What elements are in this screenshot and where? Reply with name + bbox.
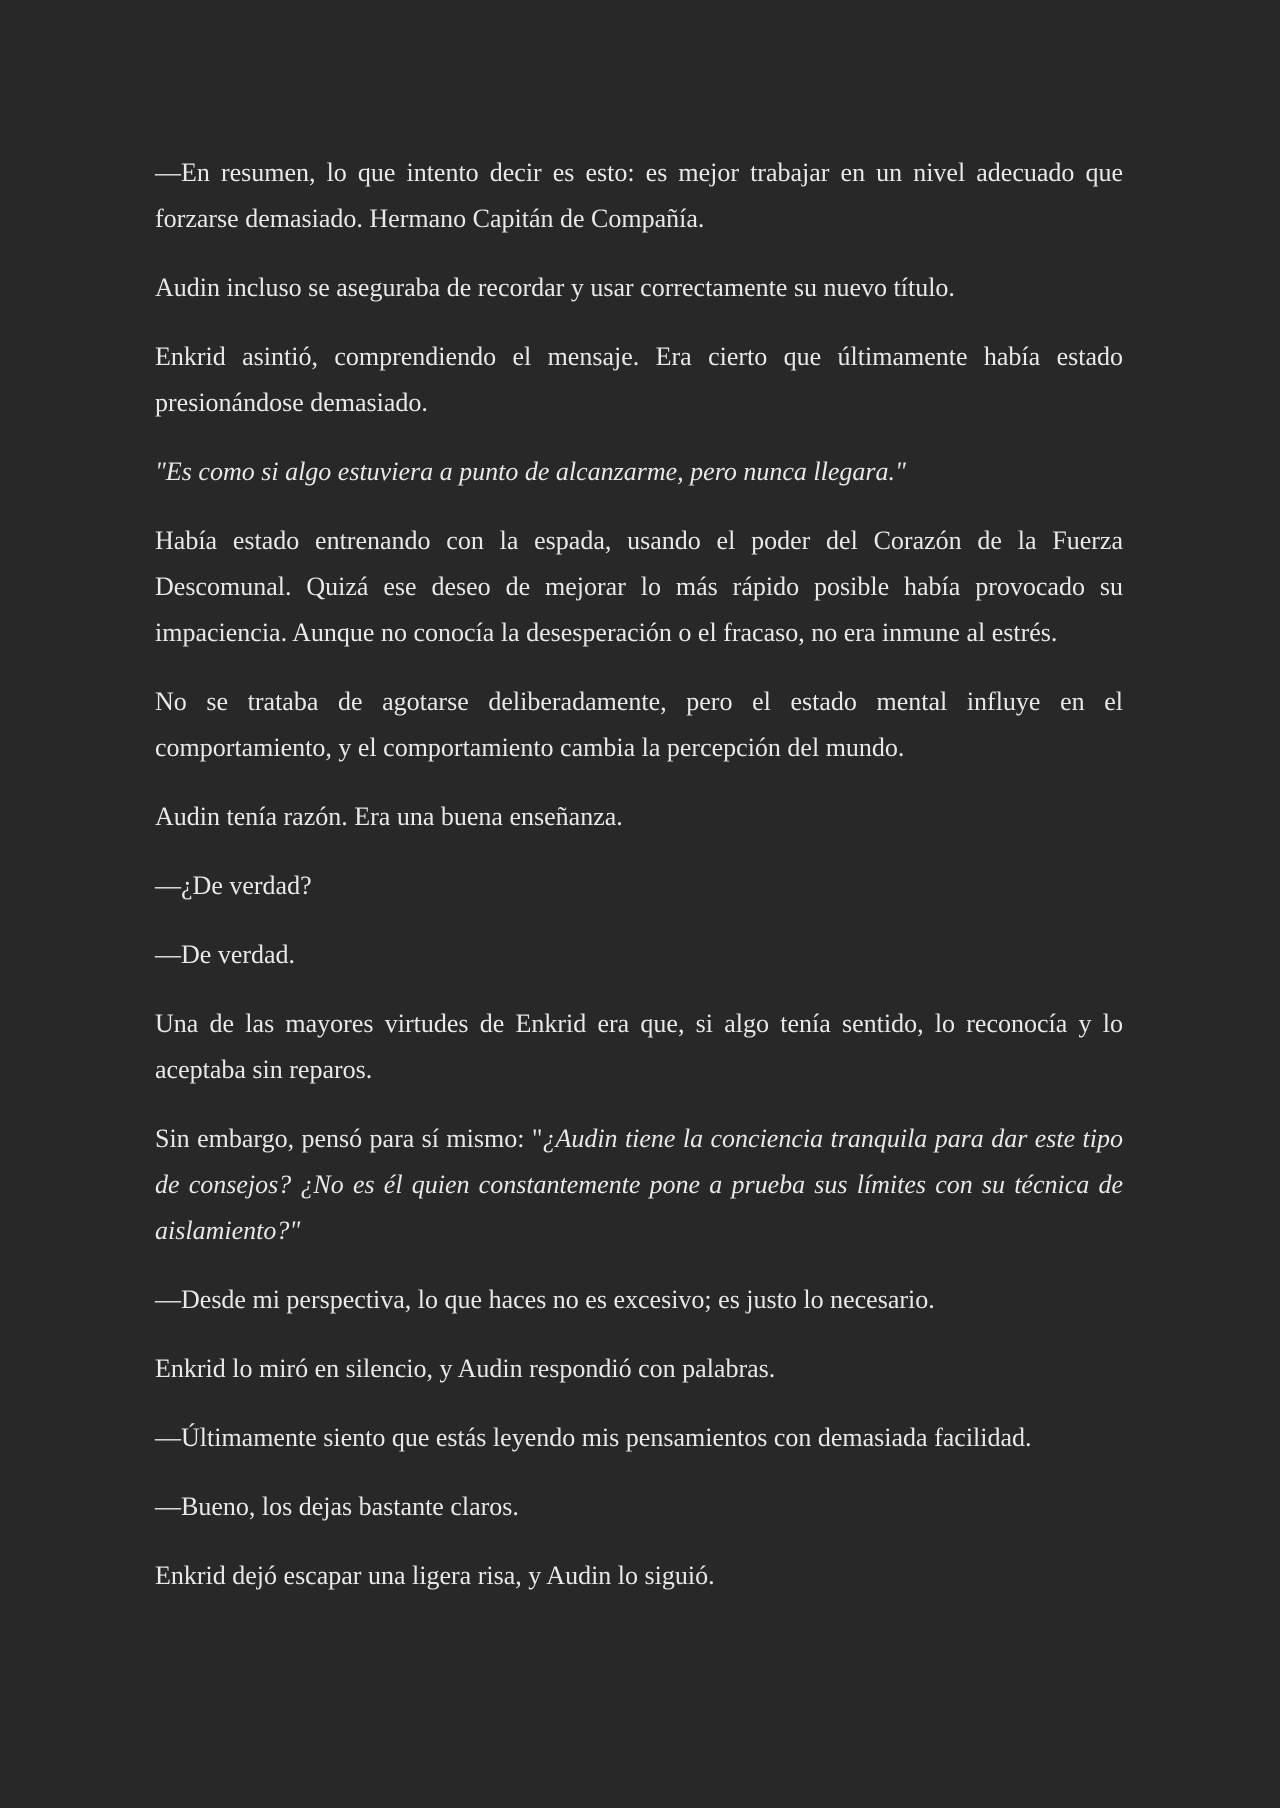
document-body <box>155 150 1123 1622</box>
paragraph-text: Sin embargo, pensó para sí mismo: " <box>155 1124 543 1153</box>
paragraph <box>155 1415 1123 1461</box>
paragraph-text: Enkrid lo miró en silencio, y Audin respondió con palabras. <box>155 1354 776 1383</box>
paragraph-text: —Bueno, los dejas bastante claros. <box>155 1492 519 1521</box>
paragraph <box>155 1346 1123 1392</box>
paragraph-text: —Últimamente siento que estás leyendo mis pensamientos con demasiada facilidad. <box>155 1423 1032 1452</box>
paragraph <box>155 1553 1123 1599</box>
paragraph-text: Una de las mayores virtudes de Enkrid era que, si algo tenía sentido, lo reconocía y lo aceptaba sin reparos. <box>155 1009 1123 1084</box>
paragraph <box>155 449 1123 495</box>
paragraph <box>155 863 1123 909</box>
paragraph-text: —De verdad. <box>155 940 296 969</box>
paragraph-text: —En resumen, lo que intento decir es esto: es mejor trabajar en un nivel adecuado que forzarse demasiado. Hermano Capitán de Compañía. <box>155 158 1123 233</box>
paragraph <box>155 794 1123 840</box>
paragraph-text: Audin incluso se aseguraba de recordar y usar correctamente su nuevo título. <box>155 273 955 302</box>
paragraph-text: —¿De verdad? <box>155 871 312 900</box>
paragraph <box>155 1116 1123 1254</box>
paragraph <box>155 679 1123 771</box>
paragraph-text: —Desde mi perspectiva, lo que haces no es excesivo; es justo lo necesario. <box>155 1285 935 1314</box>
paragraph <box>155 1001 1123 1093</box>
italic-thought: "Es como si algo estuviera a punto de alcanzarme, pero nunca llegara." <box>155 457 906 486</box>
italic-thought: ¿Audin tiene la conciencia tranquila para dar este tipo de consejos? ¿No es él quien constantemente pone a prueba sus límites con su técnica de aislamiento?" <box>155 1124 1123 1245</box>
paragraph-text: Había estado entrenando con la espada, usando el poder del Corazón de la Fuerza Descomunal. Quizá ese deseo de mejorar lo más rápido posible había provocado su impaciencia. Aunque no conocía la desesperación o el fracaso, no era inmune al estrés. <box>155 526 1123 647</box>
paragraph-text: Audin tenía razón. Era una buena enseñanza. <box>155 802 623 831</box>
paragraph <box>155 265 1123 311</box>
paragraph <box>155 932 1123 978</box>
paragraph <box>155 1277 1123 1323</box>
paragraph-text: Enkrid asintió, comprendiendo el mensaje. Era cierto que últimamente había estado presionándose demasiado. <box>155 342 1123 417</box>
paragraph <box>155 1484 1123 1530</box>
paragraph-text: No se trataba de agotarse deliberadamente, pero el estado mental influye en el comportamiento, y el comportamiento cambia la percepción del mundo. <box>155 687 1123 762</box>
paragraph-text: Enkrid dejó escapar una ligera risa, y Audin lo siguió. <box>155 1561 715 1590</box>
paragraph <box>155 518 1123 656</box>
paragraph <box>155 150 1123 242</box>
paragraph <box>155 334 1123 426</box>
